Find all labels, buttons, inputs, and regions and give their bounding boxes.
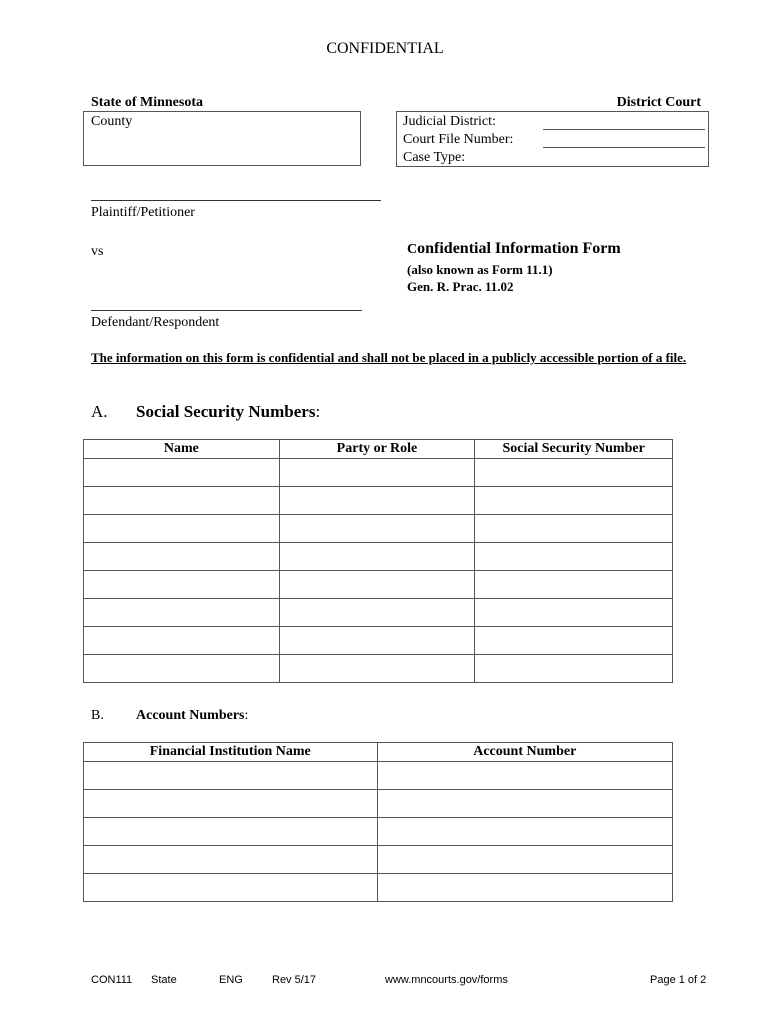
ssn-input-cell[interactable] bbox=[279, 487, 475, 515]
ssn-input-cell[interactable] bbox=[279, 627, 475, 655]
defendant-line[interactable] bbox=[91, 310, 362, 311]
ssn-table bbox=[83, 439, 673, 683]
ssn-table-header bbox=[84, 440, 673, 459]
column-header-party-role: Party or Role bbox=[279, 440, 475, 459]
ssn-input-cell[interactable] bbox=[279, 459, 475, 487]
account-table-row bbox=[84, 846, 673, 874]
footer-url[interactable]: www.mncourts.gov/forms bbox=[385, 974, 508, 986]
confidentiality-notice: The information on this form is confidential and shall not be placed in a publicly accessible portion of a file. bbox=[91, 350, 687, 365]
case-type-label: Case Type: bbox=[403, 150, 466, 165]
court-file-number-field[interactable] bbox=[543, 147, 705, 148]
county-label: County bbox=[91, 114, 133, 129]
defendant-label: Defendant/Respondent bbox=[91, 315, 220, 330]
ssn-table-row bbox=[84, 655, 673, 683]
ssn-input-cell[interactable] bbox=[279, 655, 475, 683]
footer-form-code: CON111 bbox=[91, 974, 133, 986]
account-input-cell[interactable] bbox=[377, 818, 672, 846]
court-file-number-label: Court File Number: bbox=[403, 132, 514, 147]
case-info-box bbox=[396, 111, 709, 167]
ssn-input-cell[interactable] bbox=[475, 515, 673, 543]
ssn-input-cell[interactable] bbox=[84, 599, 280, 627]
ssn-input-cell[interactable] bbox=[279, 515, 475, 543]
ssn-input-cell[interactable] bbox=[84, 487, 280, 515]
footer-page-number: Page 1 of 2 bbox=[650, 974, 707, 986]
section-b-letter: B. bbox=[91, 708, 104, 723]
account-input-cell[interactable] bbox=[377, 790, 672, 818]
ssn-input-cell[interactable] bbox=[84, 627, 280, 655]
account-input-cell[interactable] bbox=[84, 762, 378, 790]
ssn-table-row bbox=[84, 459, 673, 487]
ssn-input-cell[interactable] bbox=[84, 515, 280, 543]
ssn-table-row bbox=[84, 487, 673, 515]
vs-label: vs bbox=[91, 244, 104, 259]
confidential-heading: CONFIDENTIAL bbox=[326, 40, 444, 57]
ssn-input-cell[interactable] bbox=[475, 459, 673, 487]
account-table-row bbox=[84, 818, 673, 846]
county-box[interactable] bbox=[83, 111, 361, 166]
column-header-ssn: Social Security Number bbox=[475, 440, 673, 459]
footer-jurisdiction: State bbox=[151, 974, 177, 986]
form-rule: Gen. R. Prac. 11.02 bbox=[407, 279, 514, 294]
ssn-table-row bbox=[84, 543, 673, 571]
ssn-table-row bbox=[84, 627, 673, 655]
account-input-cell[interactable] bbox=[84, 818, 378, 846]
account-input-cell[interactable] bbox=[377, 874, 672, 902]
ssn-input-cell[interactable] bbox=[475, 571, 673, 599]
ssn-input-cell[interactable] bbox=[475, 655, 673, 683]
ssn-input-cell[interactable] bbox=[84, 655, 280, 683]
ssn-input-cell[interactable] bbox=[475, 627, 673, 655]
section-b-heading bbox=[91, 708, 248, 724]
column-header-account-number: Account Number bbox=[377, 743, 672, 762]
account-table bbox=[83, 742, 673, 902]
section-a-title: Social Security Numbers bbox=[136, 402, 316, 421]
footer-language: ENG bbox=[219, 974, 243, 986]
ssn-table-row bbox=[84, 599, 673, 627]
ssn-table-row bbox=[84, 515, 673, 543]
judicial-district-field[interactable] bbox=[543, 129, 705, 130]
section-a-colon: : bbox=[315, 402, 321, 421]
section-b-colon: : bbox=[244, 708, 249, 723]
account-table-row bbox=[84, 790, 673, 818]
account-table-header bbox=[84, 743, 673, 762]
section-a-heading bbox=[91, 402, 320, 422]
ssn-table-row bbox=[84, 571, 673, 599]
ssn-input-cell[interactable] bbox=[84, 459, 280, 487]
plaintiff-line[interactable] bbox=[91, 200, 381, 201]
form-title-initial: C bbox=[407, 242, 418, 257]
ssn-input-cell[interactable] bbox=[84, 571, 280, 599]
ssn-input-cell[interactable] bbox=[84, 543, 280, 571]
ssn-input-cell[interactable] bbox=[279, 599, 475, 627]
ssn-input-cell[interactable] bbox=[475, 543, 673, 571]
column-header-institution: Financial Institution Name bbox=[84, 743, 378, 762]
account-input-cell[interactable] bbox=[377, 762, 672, 790]
form-title bbox=[407, 240, 621, 258]
plaintiff-label: Plaintiff/Petitioner bbox=[91, 205, 195, 220]
account-input-cell[interactable] bbox=[84, 846, 378, 874]
account-input-cell[interactable] bbox=[84, 790, 378, 818]
account-input-cell[interactable] bbox=[84, 874, 378, 902]
ssn-input-cell[interactable] bbox=[475, 599, 673, 627]
section-a-letter: A. bbox=[91, 402, 108, 421]
account-table-row bbox=[84, 874, 673, 902]
judicial-district-label: Judicial District: bbox=[403, 114, 496, 129]
court-label: District Court bbox=[616, 95, 701, 110]
account-input-cell[interactable] bbox=[377, 846, 672, 874]
account-table-row bbox=[84, 762, 673, 790]
ssn-input-cell[interactable] bbox=[475, 487, 673, 515]
footer-revision: Rev 5/17 bbox=[272, 974, 317, 986]
ssn-input-cell[interactable] bbox=[279, 543, 475, 571]
section-b-title: Account Numbers bbox=[136, 708, 245, 723]
form-title-rest: onfidential Information Form bbox=[417, 240, 621, 257]
ssn-input-cell[interactable] bbox=[279, 571, 475, 599]
form-aka: (also known as Form 11.1) bbox=[407, 262, 553, 277]
state-label: State of Minnesota bbox=[91, 95, 203, 110]
column-header-name: Name bbox=[84, 440, 280, 459]
